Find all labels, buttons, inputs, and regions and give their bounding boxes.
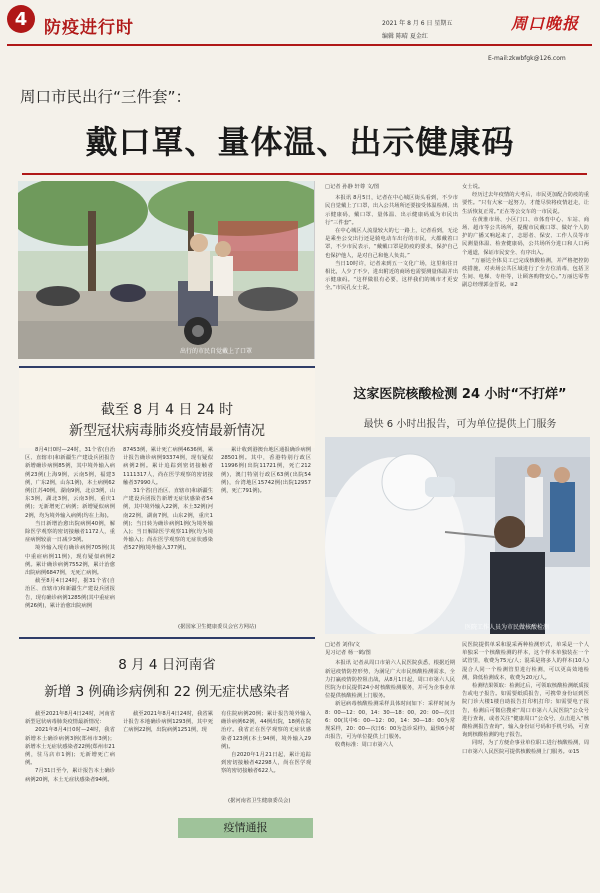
report-source: (据国家卫生健康委员会官方网站) — [178, 624, 257, 630]
article-column — [462, 641, 589, 886]
report-paragraph: 境外输入现有确诊病例705例(其中重症病例11例)，现有疑似病例2例。累计确诊病例7552例，累计治愈出院病例6847例，无死亡病例。 — [25, 545, 115, 577]
section-title-line1: 8 月 4 日河南省 — [118, 657, 216, 673]
report-column — [25, 710, 115, 885]
report-paragraph: 2021年8月4日0时—24时，我省新增本土确诊病例3例(郑州市3例)；新增本土无症状感染者22例(郑州市21例，驻马店市1例)；无新增死亡病例。 — [25, 727, 115, 767]
report-column — [123, 710, 213, 885]
report-paragraph: 当日新增治愈出院病例40例，解除医学观察的密切接触者1172人，重症病例较前一日减少3例。 — [25, 520, 115, 544]
headline-subtitle: 周口市民出行“三件套”： — [20, 88, 192, 106]
article-column — [325, 183, 458, 359]
report-paragraph: 截至8月4日24时，据31个省(自治区、直辖市)和新疆生产建设兵团报告，现有确诊病例1285例(其中重症病例26例)，累计治愈出院病例 — [25, 578, 115, 609]
article-paragraph: 当日10时许，记者来到五一文化广场，这里和往日相比，人少了不少，进出附近的商场也需要测量体温并出示健康码。“这样做很有必要，这样我们的城市才更安全。”市民孔女士说。 — [325, 260, 458, 292]
report-source: (据河南省卫生健康委员会) — [228, 798, 291, 804]
editor-credit: 编辑 陈晴 夏金红 — [382, 33, 428, 40]
section-title: 防疫进行时 — [44, 18, 134, 38]
report-column — [25, 446, 115, 656]
report-paragraph: 8月4日0时—24时，31个省(自治区、直辖市)和新疆生产建设兵团报告新增确诊病例85例，其中境外输入病例23例(上海9例，云南5例，福建3例，广东2例，山东1例)，本土病例62例(江苏40例，湖南9例，北京3例，山东3例，湖北3例，云南3例，重庆1例)；无新增死亡病例；新增疑似病例2例，均为境外输入病例(均在上海)。 — [25, 447, 115, 519]
article-paragraph: 同时，为了方便企事业单位职工进行核酸检测，周口市第六人民医院可提供核酸检测上门服务。②15 — [462, 740, 589, 755]
epidemic-bulletin-tag: 疫情通报 — [178, 818, 313, 838]
article-column — [462, 183, 589, 359]
article-paragraph: 民医院提供单采和混采两种检测形式，单采是一个人单独采一个核酸检测的样本，这个样本单独装在一个试管里，收费为75元/人；混采是将多人的样本(10人)混合人同一个检测管里进行检测，可以更高效地检测，降低检测成本，收费为20元/人。 — [462, 642, 589, 681]
report-paragraph: 7月31日至今，累计报告本土确诊病例20例，本土无症状感染者94例。 — [25, 768, 115, 783]
section-divider — [19, 637, 315, 639]
article-column — [325, 641, 455, 886]
report-paragraph: 31个省(自治区、直辖市)和新疆生产建设兵团报告新增无症状感染者54例，其中境外输入22例，本土32例(河南22例，湖南7例，山东2例，重庆1例)；当日转为确诊病例1例(为境外输入)；当日解除医学观察11例(均为境外输入)；尚在医学观察的无症状感染者527例(境外输入377例)。 — [123, 488, 213, 552]
article-paragraph: 女士说。 — [462, 184, 484, 190]
article-paragraph: 在黄淮市场、小区门口、市体育中心、车站、商场、超市等公共场所，提醒市民戴口罩、做好个人防护的广播又响起来了，志愿者、保安、工作人员等市民测量体温、检查健康码，公共场所分进口和人口两个通道，保证市民安全、有序出入。 — [462, 216, 589, 256]
photo-caption: 出行的市民自觉戴上了口罩 — [180, 348, 253, 355]
article-paragraph: 在中心城区人流量较大的七一路上，记者看到，无论是乘坐公交出行还是骑电动车出行的市民，大都戴着口罩，不少市民表示，“戴戴口罩是防疫的要求，保护自己也保护他人，是对自己和他人负责。” — [325, 228, 458, 259]
page-number: 4 — [14, 9, 28, 30]
article-paragraph: “万丽达全体员工已完成核酸检测，并严格把控防疫措施，对卖场公共区域进行了全方位消毒，包括卫生间、电梯、专柜等，让顾客购物安心。”万丽达零售副总经理郭金晋说。②2 — [462, 257, 589, 289]
report-paragraph: 截至2021年8月4日24时，我省累计报告本地确诊病例1293例，其中死亡病例22例，出院病例1251例，现 — [123, 711, 213, 734]
headline-title: 戴口罩、量体温、出示健康码 — [85, 123, 515, 161]
section-title-line2: 新型冠状病毒肺炎疫情最新情况 — [69, 423, 265, 439]
photo-caption: 医院工作人员为市民做核酸检测 — [465, 624, 550, 631]
article-byline: □记者 孙静 轩尊 文/图 — [325, 184, 380, 190]
article-subheadline: 最快 6 小时出报告，可为单位提供上门服务 — [363, 419, 557, 430]
article-paragraph: 检测结果领取：检测过后，可领取核酸检测纸质报告或电子报告。如需要纸质报告，可携带身份证到医院门诊大楼1楼自助报告打印机打印；如需要电子报告，检测后可微信搜索“周口市第六人民医院”公众号进行查询，或者关注“健康周口”公众号，点击进入“核酸检测报告查询”，输入身份证号码和手机号码，可查询到核酸检测的电子报告。 — [462, 683, 589, 739]
header-divider — [7, 44, 592, 46]
article-paragraph: 收费标准：周口市第六人 — [335, 742, 394, 749]
report-paragraph: 87453例，累计死亡病例4636例，累计报告确诊病例93374例，现有疑似病例2例。累计追踪到密切接触者1111317人，尚在医学观察的密切接触者37990人。 — [123, 447, 213, 486]
article-headline: 这家医院核酸检测 24 小时“不打烊” — [353, 387, 567, 402]
street-photo — [18, 181, 315, 359]
report-paragraph: 有住院病例20例；累计报告境外输入确诊病例62例，44例出院，18例在院治疗。我省正在医学观察的无症状感染者123例(本土94例，境外输入29例)。 — [221, 711, 311, 750]
report-column — [221, 710, 311, 800]
report-paragraph: 截至2021年8月4日24时，河南省新型冠状病毒肺炎疫情最新情况： — [25, 711, 115, 726]
article-paragraph: 本报讯 记者从周口市第六人民医院获悉，根据近期新冠疫情防控形势，为满足广大市民核酸检测需求，全力打赢疫情防控阻击战，从8月1日起，周口市第六人民医院为市民提供24小时核酸检测服务，并可为企事业单位提供核酸检测上门服务。 — [325, 660, 455, 700]
testing-photo — [325, 437, 590, 634]
section-title-line1: 截至 8 月 4 日 24 时 — [100, 402, 234, 418]
section-title-line2: 新增 3 例确诊病例和 22 例无症状感染者 — [44, 684, 290, 700]
newspaper-logo: 周口晚报 — [511, 14, 580, 33]
report-paragraph: 累计收到港澳台地区通报确诊病例28501例。其中，香港特别行政区11996例(出院11721例，死亡212例)，澳门特别行政区63例(出院54例)，台湾地区15742例(出院12957例，死亡791例)。 — [221, 447, 311, 495]
article-paragraph: 本报讯 8月5日，记者在中心城区街头看到，不少市民自觉戴上了口罩，出入公共场所还要接受体温检测、出示健康码，戴口罩、量体温、出示健康码成为市民出行“三件套”。 — [325, 195, 458, 226]
article-paragraph: 新冠病毒核酸检测采样具体时间如下：采样时间为8：00—12：00，14：30—18：00，20：00—次日6：00(其中6：00—12：00，14：30—18：00为常规采样，20：00—次日6：00为急诊采样)，最快6小时出报告，可为单位提供上门服务。 — [325, 701, 455, 741]
report-paragraph: 自2020年1月21日起，累计追踪到密切接触者42298人，尚在医学观察的密切接触者622人。 — [221, 752, 311, 775]
page-number-circle-icon — [6, 2, 36, 36]
issue-date: 2021 年 8 月 6 日 星期五 — [382, 20, 453, 27]
article-byline: □记者 刘伟/文 见习记者 杨一鹤/图 — [325, 642, 371, 657]
contact-email: E-mail:zkwbfgk@126.com — [488, 55, 566, 62]
headline-divider — [22, 173, 587, 175]
page-number-badge — [6, 2, 36, 36]
article-paragraph: 经历过去年疫情的大考后，市民更加配合防疫的重要性。“只有大家一起努力，才能尽快将疫情赶走，让生活恢复正常。”正在等公交车的一市民说。 — [462, 192, 589, 215]
